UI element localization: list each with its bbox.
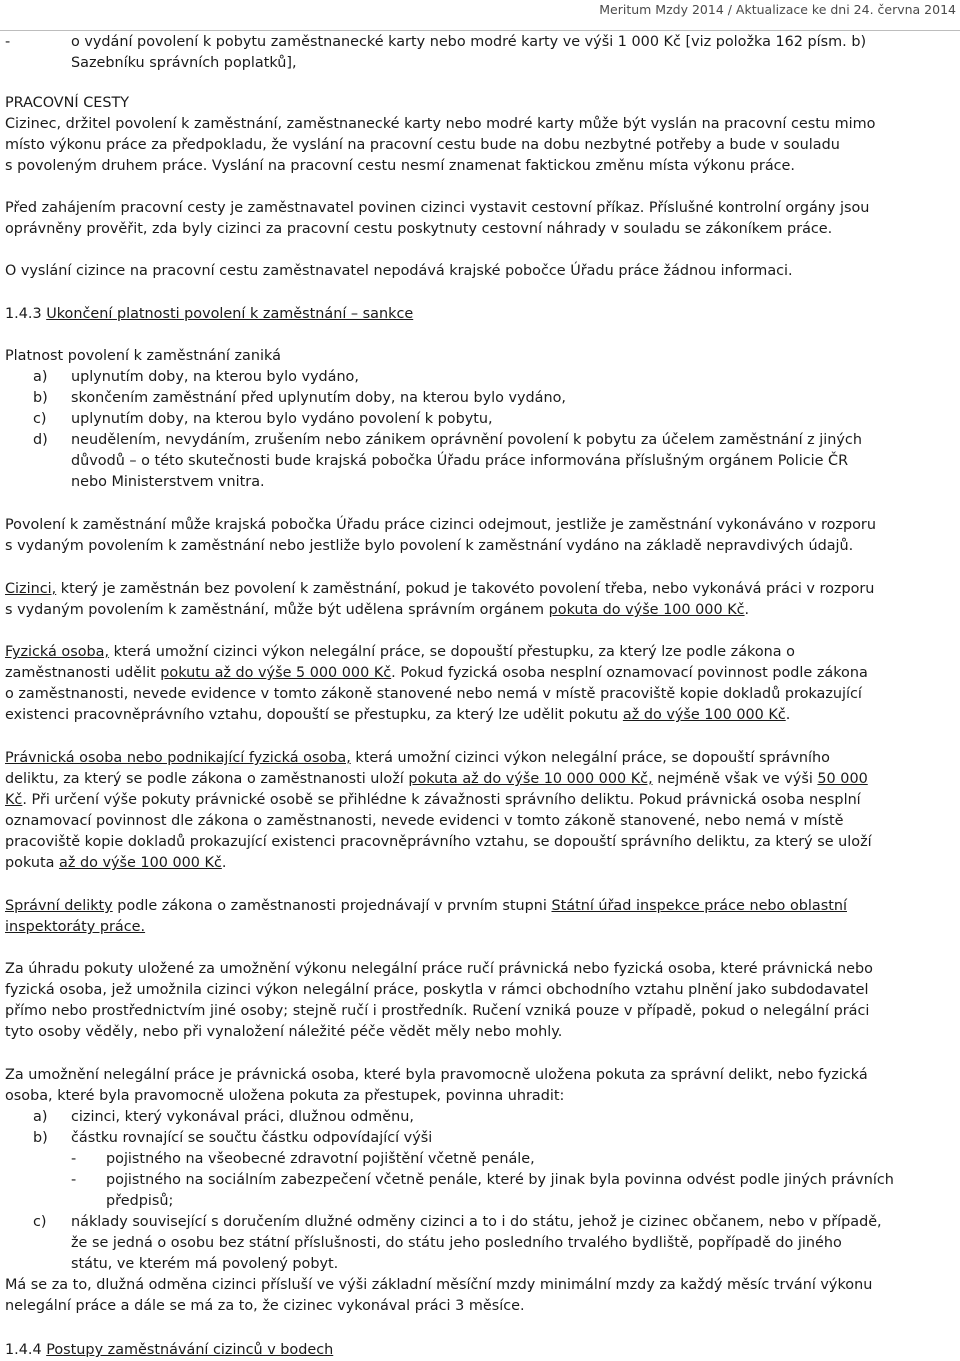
text-line: Povolení k zaměstnání může krajská pobočka Úřadu práce cizinci odejmout, jestliže je zaměstnání vykonáváno v rozporu xyxy=(5,517,876,533)
list-marker: b) xyxy=(33,390,48,406)
list-item: cizinci, který vykonával práci, dlužnou odměnu, xyxy=(71,1109,414,1125)
text-line: fyzická osoba, jež umožnila cizinci výkon nelegální práce, poskytla v rámci obchodního vztahu plnění jako subdodavatel xyxy=(5,982,869,998)
sublist-item: pojistného na všeobecné zdravotní pojištění včetně penále, xyxy=(106,1151,535,1167)
text-line: Za úhradu pokuty uložené za umožnění výkonu nelegální práce ručí právnická nebo fyzická osoba, které právnická nebo xyxy=(5,961,873,977)
text-line: přímo nebo prostřednictvím jiné osoby; stejně ručí i prostředník. Ručení vzniká pouze v případě, pokud o nelegální práci xyxy=(5,1003,870,1019)
list-item-continuation: důvodů – o této skutečnosti bude krajská pobočka Úřadu práce informována příslušným orgánem Policie ČR xyxy=(71,453,849,469)
paragraph-cizinci-pokuta xyxy=(5,579,956,621)
text-line: oznamovací povinnost dle zákona o zaměstnanosti, nevede evidenci v tomto zákoně stanovené, nebo nemá v místě xyxy=(5,813,844,829)
emphasis: Fyzická osoba, xyxy=(5,644,110,660)
list-item: náklady související s doručením dlužné odměny cizinci a to i do státu, jehož je cizinec občanem, nebo v případě, xyxy=(71,1214,882,1230)
emphasis: až do výše 100 000 Kč xyxy=(59,855,222,871)
text-line: s vydaným povolením k zaměstnání nebo jestliže bylo povolení k zaměstnání vydáno na základě nepravdivých údajů. xyxy=(5,538,854,554)
text-line: Cizinec, držitel povolení k zaměstnání, zaměstnanecké karty nebo modré karty může být vyslán na pracovní cestu mimo xyxy=(5,116,876,132)
text-segment: . xyxy=(785,707,791,723)
emphasis: inspektoráty práce. xyxy=(5,919,146,935)
emphasis: Právnická osoba nebo podnikající fyzická osoba, xyxy=(5,750,351,766)
paragraph-ruceni xyxy=(5,959,956,1043)
emphasis: pokuta do výše 100 000 Kč xyxy=(548,602,745,618)
text-segment: deliktu, za který se podle zákona o zaměstnanosti uloží xyxy=(5,771,409,787)
emphasis: Správní delikty xyxy=(5,898,113,914)
list-marker: b) xyxy=(33,1130,48,1146)
text-line: osoba, které byla pravomocně uložena pokuta za přestupek, povinna uhradit: xyxy=(5,1088,565,1104)
section-title: Ukončení platnosti povolení k zaměstnání – sankce xyxy=(46,306,414,322)
list-item-continuation: státu, ve kterém má povolený pobyt. xyxy=(71,1256,339,1272)
continued-list-item xyxy=(5,32,956,74)
running-header-bar xyxy=(0,0,960,31)
text-line: nelegální práce a dále se má za to, že cizinec vykonával práci 3 měsíce. xyxy=(5,1298,525,1314)
text-segment: která umožní cizinci výkon nelegální práce, se dopouští správního xyxy=(350,750,830,766)
paragraph-zanik xyxy=(5,346,956,493)
sublist-marker: - xyxy=(71,1151,77,1167)
list-marker: a) xyxy=(33,1109,48,1125)
paragraph-cestovni-prikaz xyxy=(5,198,956,240)
text-line: tyto osoby věděly, nebo při vynaložení náležité péče vědět měly nebo mohly. xyxy=(5,1024,563,1040)
text-line: s povoleným druhem práce. Vyslání na pracovní cestu nesmí znamenat faktickou změnu místa výkonu práce. xyxy=(5,158,795,174)
dash-marker: - xyxy=(5,34,11,50)
text-line: pracoviště kopie dokladů prokazující existenci pracovněprávního vztahu, se dopouští správního deliktu, za který se uloží xyxy=(5,834,872,850)
section-title: Postupy zaměstnávání cizinců v bodech xyxy=(46,1342,334,1358)
text-segment: existenci pracovněprávního vztahu, dopouští se přestupku, za který lze udělit pokutu xyxy=(5,707,623,723)
text-line: o zaměstnanosti, nevede evidence v tomto zákoně stanovené nebo nemá v místě pracoviště kopie dokladů prokazující xyxy=(5,686,862,702)
text-segment: která umožní cizinci výkon nelegální práce, se dopouští přestupku, za který lze podle zákona o xyxy=(109,644,795,660)
text-segment: . Při určení výše pokuty právnické osobě se přihlédne k závažnosti správního deliktu. Pokud právnická osoba nesplní xyxy=(22,792,861,808)
emphasis: 50 000 xyxy=(817,771,868,787)
emphasis: pokuta až do výše 10 000 000 Kč, xyxy=(408,771,653,787)
text-line: Platnost povolení k zaměstnání zaniká xyxy=(5,348,281,364)
text-line: Sazebníku správních poplatků], xyxy=(71,55,297,71)
section-heading-144 xyxy=(5,1340,956,1361)
running-header: Meritum Mzdy 2014 / Aktualizace ke dni 24. června 2014 xyxy=(599,2,956,17)
section-number: 1.4.4 xyxy=(5,1342,42,1358)
list-item: částku rovnající se součtu částku odpovídající výši xyxy=(71,1130,433,1146)
emphasis: pokutu až do výše 5 000 000 Kč xyxy=(160,665,392,681)
text-segment: zaměstnanosti udělit xyxy=(5,665,161,681)
list-item: skončením zaměstnání před uplynutím doby, na kterou bylo vydáno, xyxy=(71,390,566,406)
paragraph-informace xyxy=(5,261,956,282)
text-line: o vydání povolení k pobytu zaměstnanecké karty nebo modré karty ve výši 1 000 Kč [viz položka 162 písm. b) xyxy=(71,34,867,50)
text-segment: . Pokud fyzická osoba nesplní oznamovací povinnost podle zákona xyxy=(391,665,868,681)
text-line: Před zahájením pracovní cesty je zaměstnavatel povinen cizinci vystavit cestovní příkaz. Příslušné kontrolní orgány jsou xyxy=(5,200,870,216)
paragraph-fyzicka-osoba xyxy=(5,642,956,726)
text-segment: pokuta xyxy=(5,855,59,871)
section-heading-143 xyxy=(5,304,956,325)
text-segment: který je zaměstnán bez povolení k zaměstnání, pokud je takovéto povolení třeba, nebo vykonává práci v rozporu xyxy=(56,581,875,597)
emphasis: Kč xyxy=(5,792,23,808)
text-segment: s vydaným povolením k zaměstnání, může být udělena správním orgánem xyxy=(5,602,549,618)
text-segment: . xyxy=(221,855,227,871)
text-line: Za umožnění nelegální práce je právnická osoba, které byla pravomocně uložena pokuta za správní delikt, nebo fyzická xyxy=(5,1067,868,1083)
emphasis: Cizinci, xyxy=(5,581,57,597)
list-item-continuation: že se jedná o osobu bez státní příslušnosti, do státu jeho posledního trvalého bydliště, popřípadě do jiného xyxy=(71,1235,842,1251)
text-segment: nejméně však ve výši xyxy=(652,771,818,787)
text-line: O vyslání cizince na pracovní cestu zaměstnavatel nepodává krajské pobočce Úřadu práce žádnou informaci. xyxy=(5,263,793,279)
sublist-item: pojistného na sociálním zabezpečení včetně penále, které by jinak byla povinna odvést podle jiných právních xyxy=(106,1172,894,1188)
list-marker: d) xyxy=(33,432,48,448)
emphasis: Státní úřad inspekce práce nebo oblastní xyxy=(551,898,847,914)
text-segment: . xyxy=(744,602,750,618)
list-marker: a) xyxy=(33,369,48,385)
list-item: uplynutím doby, na kterou bylo vydáno povolení k pobytu, xyxy=(71,411,493,427)
text-line: Má se za to, dlužná odměna cizinci přísluší ve výši základní měsíční mzdy minimální mzdy za každý měsíc trvání výkonu xyxy=(5,1277,873,1293)
list-marker: c) xyxy=(33,1214,47,1230)
emphasis: až do výše 100 000 Kč xyxy=(622,707,786,723)
text-line: oprávněny prověřit, zda byly cizinci za pracovní cestu poskytnuty cestovní náhrady v souladu se zákoníkem práce. xyxy=(5,221,833,237)
sublist-item-continuation: předpisů; xyxy=(106,1193,174,1209)
paragraph-uhrada xyxy=(5,1065,956,1317)
paragraph-pracovni-cesty xyxy=(5,114,956,177)
list-marker: c) xyxy=(33,411,47,427)
paragraph-spravni-delikty xyxy=(5,896,956,938)
section-heading-pracovni-cesty: PRACOVNÍ CESTY xyxy=(5,95,130,111)
sublist-marker: - xyxy=(71,1172,77,1188)
paragraph-pravnicka-osoba xyxy=(5,748,956,874)
list-item: uplynutím doby, na kterou bylo vydáno, xyxy=(71,369,359,385)
list-item-continuation: nebo Ministerstvem vnitra. xyxy=(71,474,265,490)
text-segment: podle zákona o zaměstnanosti projednávají v prvním stupni xyxy=(112,898,552,914)
paragraph-odejmuti xyxy=(5,515,956,557)
section-number: 1.4.3 xyxy=(5,306,42,322)
text-line: místo výkonu práce za předpokladu, že vyslání na pracovní cestu bude na dobu nezbytné potřeby a bude v souladu xyxy=(5,137,840,153)
list-item: neudělením, nevydáním, zrušením nebo zánikem oprávnění povolení k pobytu za účelem zaměstnání z jiných xyxy=(71,432,862,448)
